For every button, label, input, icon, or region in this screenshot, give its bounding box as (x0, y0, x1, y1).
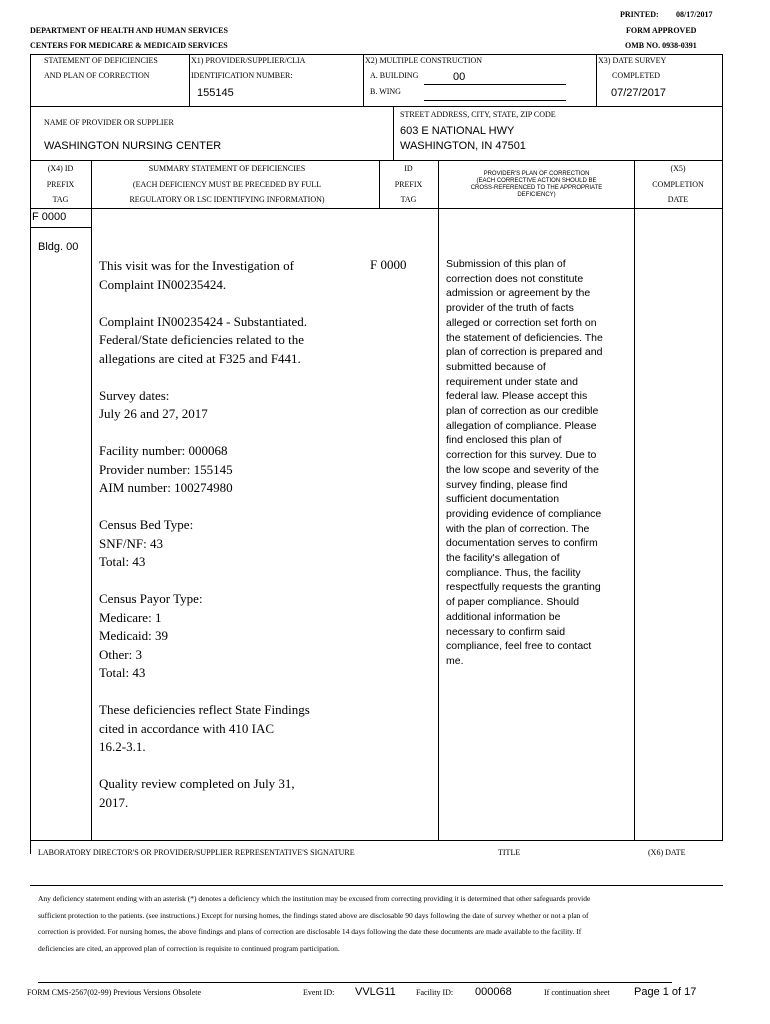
id-header-2: PREFIX (394, 180, 423, 189)
summary-paragraph: This visit was for the Investigation of Complaint IN00235424. (99, 258, 294, 292)
summary-paragraph: Census Bed Type: SNF/NF: 43 Total: 43 (99, 517, 194, 569)
x5-header-3: DATE (667, 195, 689, 204)
date-label: (X6) DATE (648, 848, 686, 857)
facility-id-label: Facility ID: (416, 988, 454, 997)
disclaimer: Any deficiency statement ending with an asterisk (*) denotes a deficiency which the institution may be excused from correcting providing it is determined that other safeguards provide sufficient protection to the patients. (see instructions.) Except for nursing homes, the findings stated above are disclosable 90 days following the date of survey whether or not a plan of correction is provided. For nursing homes, the above findings and plans of correction are disclosable 14 days following the date these documents are made available to the facility. If deficiencies are cited, an approved plan of correction is requisite to continued program participation. (38, 894, 591, 953)
provider-name: WASHINGTON NURSING CENTER (44, 140, 222, 152)
page-number: Page 1 of 17 (634, 986, 697, 998)
summary-paragraph: Census Payor Type: Medicare: 1 Medicaid: 39 Other: 3 Total: 43 (99, 591, 203, 680)
x5-header-2: COMPLETION (652, 180, 704, 189)
provider-name-label: NAME OF PROVIDER OR SUPPLIER (44, 118, 174, 127)
department-title: DEPARTMENT OF HEALTH AND HUMAN SERVICES (30, 26, 228, 35)
address-line-2: WASHINGTON, IN 47501 (400, 140, 526, 152)
event-id-label: Event ID: (303, 988, 335, 997)
summary-header-1: SUMMARY STATEMENT OF DEFICIENCIES (148, 164, 306, 173)
building-label: A. BUILDING (370, 71, 419, 80)
signature-label: LABORATORY DIRECTOR'S OR PROVIDER/SUPPLIER REPRESENTATIVE'S SIGNATURE (38, 848, 355, 857)
summary-header-2: (EACH DEFICIENCY MUST BE PRECEDED BY FULL (132, 180, 322, 189)
plan-header-1: PROVIDER'S PLAN OF CORRECTION (483, 171, 590, 177)
summary-paragraph: Survey dates: July 26 and 27, 2017 (99, 387, 208, 421)
plan-header-3: CROSS-REFERENCED TO THE APPROPRIATE (470, 185, 603, 191)
form-number: FORM CMS-2567(02-99) Previous Versions Obsolete (27, 988, 202, 997)
summary-paragraph: Quality review completed on July 31, 2017. (99, 776, 295, 810)
x1-sublabel: IDENTIFICATION NUMBER: (191, 71, 293, 80)
form-approved: FORM APPROVED (626, 26, 697, 35)
event-id-value: VVLG11 (355, 986, 396, 998)
printed-label: PRINTED: (620, 10, 659, 19)
x3-label: X3) DATE SURVEY (598, 56, 667, 65)
id-header-1: ID (404, 164, 413, 173)
id-header-3: TAG (400, 195, 417, 204)
survey-completed-date: 07/27/2017 (611, 87, 667, 99)
centers-title: CENTERS FOR MEDICARE & MEDICAID SERVICES (30, 41, 228, 50)
right-prefix-tag: F 0000 (370, 257, 407, 272)
summary-header-3: REGULATORY OR LSC IDENTIFYING INFORMATION) (129, 195, 325, 204)
x3-sublabel: COMPLETED (612, 71, 660, 80)
x4-header-2: PREFIX (46, 180, 75, 189)
summary-paragraph: Facility number: 000068 Provider number: 155145 AIM number: 100274980 (99, 443, 233, 495)
plan-header-2: (EACH CORRECTIVE ACTION SHOULD BE (476, 178, 597, 184)
address-label: STREET ADDRESS, CITY, STATE, ZIP CODE (400, 110, 556, 119)
continuation-label: If continuation sheet (544, 988, 610, 997)
building-tag: Bldg. 00 (38, 241, 79, 253)
x4-header-1: (X4) ID (47, 164, 74, 173)
wing-label: B. WING (370, 87, 401, 96)
plan-header-4: DEFICIENCY) (517, 192, 556, 198)
plan-of-correction: Submission of this plan of correction does not constitute admission or agreement by the provider of the truth of facts alleged or correction set forth on the statement of deficiencies. The plan of correction is prepared and submitted because of requirement under state and federal law. Please accept this plan of correction as our credible allegation of compliance. Please find enclosed this plan of correction for this survey. Due to the low scope and severity of the survey finding, please find sufficient documentation providing evidence of compliance with the plan of correction. The documentation serves to confirm the facility's allegation of compliance. Thus, the facility respectfully requests the granting of paper compliance. Should additional information be necessary to confirm said compliance, feel free to contact me. (446, 258, 603, 667)
x1-label: X1) PROVIDER/SUPPLIER/CLIA (191, 56, 306, 65)
summary-paragraph: Complaint IN00235424 - Substantiated. Federal/State deficiencies related to the allegations are cited at F325 and F441. (99, 313, 307, 366)
x4-header-3: TAG (52, 195, 69, 204)
omb-number: OMB NO. 0938-0391 (625, 41, 697, 50)
x5-header-1: (X5) (670, 164, 686, 173)
title-label: TITLE (498, 848, 521, 857)
printed-date: 08/17/2017 (676, 10, 713, 19)
summary-statement (99, 257, 374, 831)
x2-label: X2) MULTIPLE CONSTRUCTION (365, 56, 483, 65)
address-line-1: 603 E NATIONAL HWY (400, 125, 515, 137)
facility-id-value: 000068 (475, 986, 512, 998)
statement-label-2: AND PLAN OF CORRECTION (44, 71, 150, 80)
summary-paragraph: These deficiencies reflect State Findings cited in accordance with 410 IAC 16.2-3.1. (99, 702, 310, 754)
building-value: 00 (453, 71, 466, 83)
provider-id: 155145 (197, 87, 234, 99)
statement-label-1: STATEMENT OF DEFICIENCIES (44, 56, 158, 65)
left-prefix-tag: F 0000 (32, 211, 67, 223)
